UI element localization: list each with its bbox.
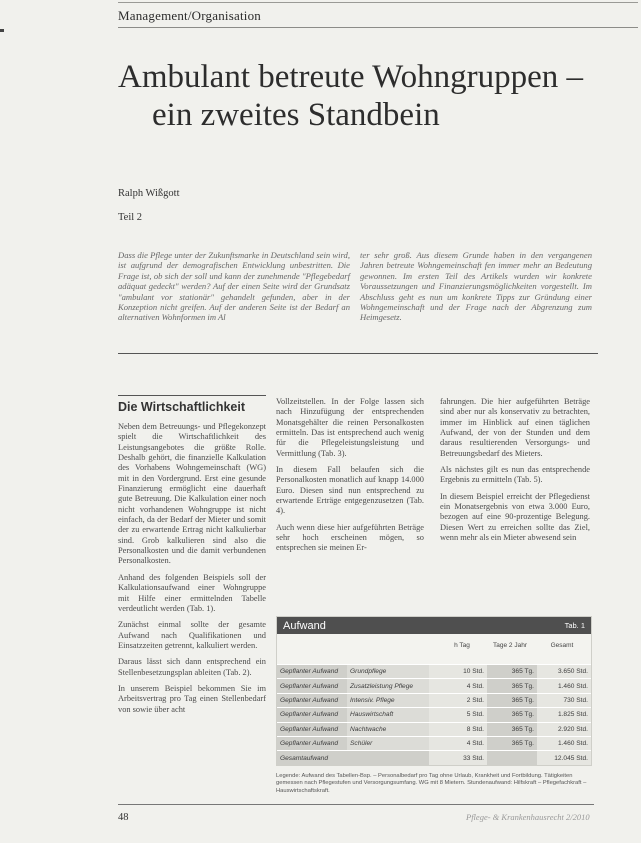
table-row (277, 707, 591, 721)
body-paragraph: Vollzeitstellen. In der Folge lassen sich nach Hinzufügung der entsprechenden Monatsgehälter die reinen Personalkosten ermitteln. Das ist entsprechend auch wenig für die Pflegeleistungsleistung und Vermittlung (Tab. 3). (276, 397, 424, 458)
body-column-3 (440, 397, 590, 549)
top-rule (118, 2, 638, 3)
title-line-1: Ambulant betreute Wohngruppen – (118, 59, 584, 95)
body-paragraph: Anhand des folgenden Beispiels soll der Kalkulationsaufwand einer Wohngruppe mit Hilfe einer ermittelnden Tabelle verdeutlicht werden (Tab. 1). (118, 572, 266, 613)
row-hours: 8 Std. (429, 723, 487, 736)
row-activity: Grundpflege (347, 665, 429, 678)
section-label-rule (118, 27, 638, 28)
row-activity: Hauswirtschaft (347, 708, 429, 721)
row-hours: 2 Std. (429, 694, 487, 707)
lead-paragraph-right: ter sehr groß. Aus diesem Grunde haben in den vergangenen Jahren betreute Wohngemeinschaft fen immer mehr an Bedeutung gewonnen. Im ersten Teil des Artikels wurden wir konkrete Voraussetzungen und Finanzierungsmöglichkeiten vorgestellt. Im Abschluss geht es nun um konkrete Tipps zur Gründung einer Wohngemeinschaft und der Frage nach der Abgrenzung zum Heimgesetz. (360, 250, 592, 323)
body-paragraph: In diesem Beispiel erreicht der Pflegedienst ein Monatsergebnis von etwa 3.000 Euro, bezogen auf eine 90-prozentige Belegung. Diesen Wert zu erreichen sollte das Ziel, wenn mehr als ein Mieter abwesend sein (440, 491, 590, 543)
row-category: Gepflanter Aufwand (277, 737, 347, 750)
journal-name: Pflege- & Krankenhausrecht 2/2010 (466, 812, 590, 822)
row-total: 3.650 Std. (537, 665, 591, 678)
row-category: Gepflanter Aufwand (277, 708, 347, 721)
title-line-2: ein zweites Standbein (152, 97, 440, 133)
body-column-2 (276, 397, 424, 560)
section-heading: Die Wirtschaftlichkeit (118, 400, 246, 414)
column-header-days-per-year: Tage 2 Jahr (493, 642, 527, 649)
section-heading-rule (118, 395, 266, 396)
table-row (277, 736, 591, 750)
table-number: Tab. 1 (564, 621, 585, 630)
row-activity: Intensiv. Pflege (347, 694, 429, 707)
body-paragraph: In unserem Beispiel bekommen Sie im Arbeitsvertrag pro Tag einen Stellenbedarf von sowie über acht (118, 683, 266, 714)
total-label: Gesamtaufwand (277, 751, 347, 764)
body-paragraph: fahrungen. Die hier aufgeführten Beträge sind aber nur als konservativ zu betrachten, immer im Hinblick auf einen täglichen Aufwand, der von der Stunden und dem daraus resultierenden Versorgungs- und Betreuungsbedarf des Mieters. (440, 397, 590, 458)
row-activity: Zusatzleistung Pflege (347, 679, 429, 692)
row-total: 730 Std. (537, 694, 591, 707)
total-days-blank (487, 751, 537, 764)
table-header-bar (277, 617, 591, 634)
section-label: Management/Organisation (118, 8, 261, 23)
row-days: 365 Tg. (487, 708, 537, 721)
row-total: 2.920 Std. (537, 723, 591, 736)
expense-table (276, 616, 592, 766)
total-hours: 33 Std. (429, 751, 487, 764)
body-column-1 (118, 422, 266, 721)
page-number: 48 (118, 812, 129, 823)
body-paragraph: Als nächstes gilt es nun das entsprechende Ergebnis zu ermitteln (Tab. 5). (440, 465, 590, 485)
article-part: Teil 2 (118, 212, 143, 223)
table-row (277, 693, 591, 707)
row-activity: Schüler (347, 737, 429, 750)
column-header-total: Gesamt (550, 642, 574, 649)
row-days: 365 Tg. (487, 737, 537, 750)
column-header-hours-per-day: h Tag (454, 642, 470, 649)
row-category: Gepflanter Aufwand (277, 665, 347, 678)
row-activity: Nachtwache (347, 723, 429, 736)
row-days: 365 Tg. (487, 665, 537, 678)
row-hours: 4 Std. (429, 679, 487, 692)
lead-divider (118, 353, 598, 354)
row-hours: 10 Std. (429, 665, 487, 678)
table-row (277, 664, 591, 678)
row-category: Gepflanter Aufwand (277, 723, 347, 736)
row-category: Gepflanter Aufwand (277, 694, 347, 707)
row-days: 365 Tg. (487, 694, 537, 707)
total-sum: 12.045 Std. (537, 751, 591, 764)
lead-paragraph-left: Dass die Pflege unter der Zukunftsmarke in Deutschland sein wird, ist aufgrund der demografischen Entwicklung unbestritten. Die Frage ist, ob sich der soll und kann der zunehmende "Pflegebedarf adäquat gedeckt" werden? Auf der einen Seite wird der Grundsatz "ambulant vor stationär" gehandelt gefunden, aber in der Konzeption nicht greifen. Auf der anderen Seite ist der Bedarf an alternativen Wohnformen im Al (118, 250, 350, 323)
body-paragraph: In diesem Fall belaufen sich die Personalkosten monatlich auf knapp 14.000 Euro. Diesen sind nun entsprechend zu erwartende Erträge entgegenzusetzen (Tab. 4). (276, 465, 424, 516)
table-total-row (277, 750, 591, 764)
article-title (118, 58, 618, 134)
row-category: Gepflanter Aufwand (277, 679, 347, 692)
row-days: 365 Tg. (487, 679, 537, 692)
table-column-headers (277, 634, 591, 664)
table-title: Aufwand (283, 619, 326, 632)
author-name: Ralph Wißgott (118, 188, 180, 199)
table-row (277, 678, 591, 692)
row-hours: 4 Std. (429, 737, 487, 750)
row-days: 365 Tg. (487, 723, 537, 736)
total-blank (347, 751, 429, 764)
footer-rule (118, 804, 594, 805)
body-paragraph: Neben dem Betreuungs- und Pflegekonzept spielt die Wirtschaftlichkeit des Leistungsangebotes die größte Rolle. Deshalb gehört, die finanzielle Kalkulation des Vorhabens Wohngemeinschaft (WG) mit in den Vordergrund. Erst eine gesunde Finanzierung ermöglicht eine dauerhaft gute Betreuung. Die Kalkulation einer noch nicht vorhandenen Wohngruppe ist nicht einfach, da der Bedarf der Mieter und somit der zu erwartende Ertrag nicht kalkulierbar sind. Grob kalkulieren sind also die Personalkosten und die damit verbundenen Personalkosten. (118, 422, 266, 566)
table-caption: Legende: Aufwand des Tabellen-Bsp. – Personalbedarf pro Tag ohne Urlaub, Krankheit und Fortbildung. Tätigkeiten gemessen nach Pflegestufen und Versorgungsumfang. WG mit 8 Mietern. Stundenaufwand: Hilfskraft – Pflegefachkraft – Hauswirtschaftskraft. (276, 773, 587, 794)
row-hours: 5 Std. (429, 708, 487, 721)
row-total: 1.460 Std. (537, 679, 591, 692)
table-row (277, 722, 591, 736)
body-paragraph: Auch wenn diese hier aufgeführten Beträge sehr hoch erscheinen mögen, so entsprechen sie meinen Er- (276, 522, 424, 553)
row-total: 1.460 Std. (537, 737, 591, 750)
row-total: 1.825 Std. (537, 708, 591, 721)
body-paragraph: Daraus lässt sich dann entsprechend ein Stellenbesetzungsplan ableiten (Tab. 2). (118, 657, 266, 677)
gutter-mark (0, 29, 4, 32)
table-body (277, 664, 591, 750)
body-paragraph: Zunächst einmal sollte der gesamte Aufwand nach Qualifikationen und Einsatzzeiten getrennt, kalkuliert werden. (118, 620, 266, 650)
